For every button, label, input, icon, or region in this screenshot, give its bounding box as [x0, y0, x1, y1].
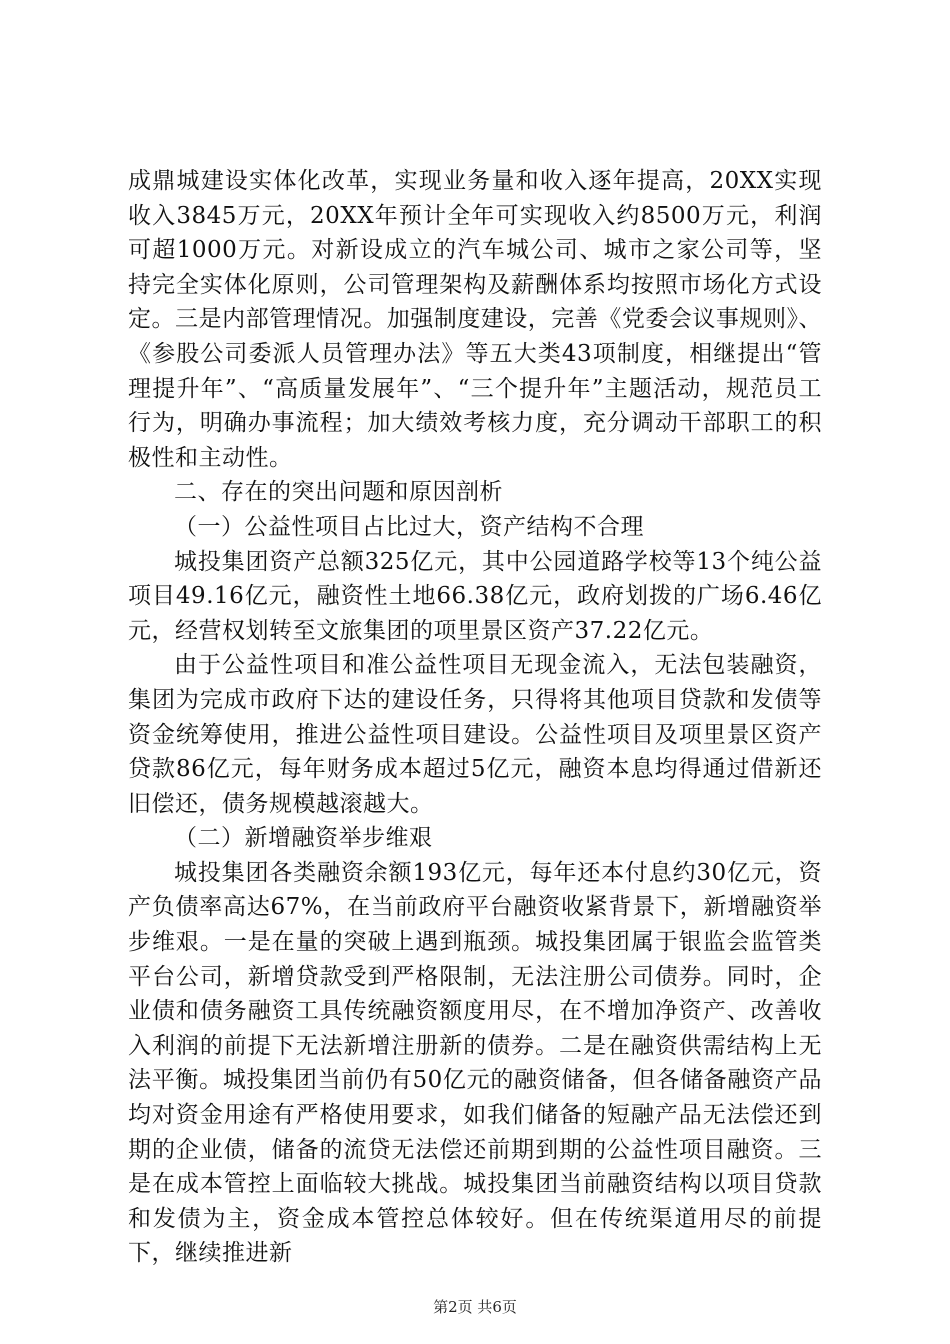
- page-number-footer: 第2页 共6页: [433, 1298, 517, 1316]
- section-heading: 二、存在的突出问题和原因剖析: [174, 479, 503, 506]
- subsection-heading: （二）新增融资举步维艰: [174, 825, 433, 852]
- paragraph: 城投集团资产总额325亿元，其中公园道路学校等13个纯公益项目49.16亿元，融资性土地66.38亿元，政府划拨的广场6.46亿元，经营权划转至文旅集团的项里景区资产37.22亿元。: [128, 548, 822, 644]
- subsection-heading: （一）公益性项目占比过大，资产结构不合理: [174, 513, 644, 540]
- paragraph: 由于公益性项目和准公益性项目无现金流入，无法包装融资，集团为完成市政府下达的建设任务，只得将其他项目贷款和发债等资金统筹使用，推进公益性项目建设。公益性项目及项里景区资产贷款86亿元，每年财务成本超过5亿元，融资本息均得通过借新还旧偿还，债务规模越滚越大。: [128, 652, 822, 817]
- document-body: [128, 164, 822, 1271]
- paragraph: 城投集团各类融资余额193亿元，每年还本付息约30亿元，资产负债率高达67%，在当前政府平台融资收紧背景下，新增融资举步维艰。一是在量的突破上遇到瓶颈。城投集团属于银监会监管类平台公司，新增贷款受到严格限制，无法注册公司债券。同时，企业债和债务融资工具传统融资额度用尽，在不增加净资产、改善收入利润的前提下无法新增注册新的债券。二是在融资供需结构上无法平衡。城投集团当前仍有50亿元的融资储备，但各储备融资产品均对资金用途有严格使用要求，如我们储备的短融产品无法偿还到期的企业债，储备的流贷无法偿还前期到期的公益性项目融资。三是在成本管控上面临较大挑战。城投集团当前融资结构以项目贷款和发债为主，资金成本管控总体较好。但在传统渠道用尽的前提下，继续推进新: [128, 859, 822, 1267]
- paragraph-continuation: 成鼎城建设实体化改革，实现业务量和收入逐年提高，20XX实现收入3845万元，20XX年预计全年可实现收入约8500万元，利润可超1000万元。对新设成立的汽车城公司、城市之家公司等，坚持完全实体化原则，公司管理架构及薪酬体系均按照市场化方式设定。三是内部管理情况。加强制度建设，完善《党委会议事规则》、《参股公司委派人员管理办法》等五大类43项制度，相继提出“管理提升年”、“高质量发展年”、“三个提升年”主题活动，规范员工行为，明确办事流程；加大绩效考核力度，充分调动干部职工的积极性和主动性。: [128, 168, 822, 471]
